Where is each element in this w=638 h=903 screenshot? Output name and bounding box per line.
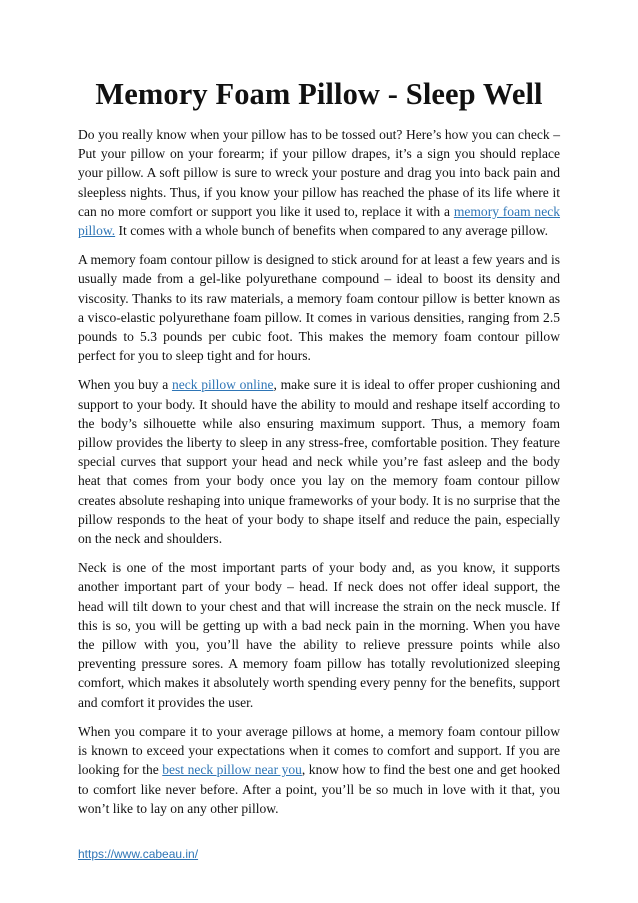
paragraph-5 [78, 722, 560, 818]
memory-foam-neck-pillow-link[interactable]: memory foam neck pillow. [78, 203, 561, 239]
document-body [78, 74, 560, 828]
paragraph-1-text-after: It comes with a whole bunch of benefits when compared to any average pillow. [115, 223, 548, 239]
footer-url-link[interactable]: https://www.cabeau.in/ [78, 847, 199, 861]
neck-pillow-online-link[interactable]: neck pillow online [171, 377, 274, 393]
paragraph-3-text-before: When you buy a [78, 377, 172, 393]
paragraph-5-text-before: When you compare it to your average pillows at home, a memory foam contour pillow is known to exceed your expectations when it comes to comfort and support. If you are looking for the [78, 723, 560, 778]
page-title: Memory Foam Pillow - Sleep Well [95, 77, 543, 111]
paragraph-5-text-after: , know how to find the best one and get hooked to comfort like never before. After a point, you’ll be so much in love with it that, you won’t like to lay on any other pillow. [78, 762, 561, 816]
paragraph-3-text-after: , make sure it is ideal to offer proper cushioning and support to your body. It should have the ability to mould and reshape itself according to the body’s silhouette while also ensuring maximum support. Thus, a memory foam pillow provides the liberty to sleep in any stress-free, comfortable position. They feature special curves that support your head and neck while you’re fast asleep and the body heat that comes from your body once you lay on the memory foam contour pillow creates absolute reshaping into unique frameworks of your body. It is no surprise that the pillow responds to the heat of your body to shape itself and reduce the pain, especially on the neck and shoulders. [78, 377, 561, 547]
paragraph-3 [78, 375, 560, 548]
paragraph-1 [78, 125, 560, 240]
paragraph-1-text-before: Do you really know when your pillow has to be tossed out? Here’s how you can check – Put your pillow on your forearm; if your pillow drapes, it’s a sign you should replace your pillow. A soft pillow is sure to wreck your posture and drag you into back pain and sleepless nights. Thus, if you know your pillow has reached the phase of its life where it can no more comfort or support you like it used to, replace it with a [78, 127, 560, 219]
paragraph-4: Neck is one of the most important parts of your body and, as you know, it supports another important part of your body – head. If neck does not offer ideal support, the head will tilt down to your chest and that will increase the strain on the neck muscle. If this is so, you will be getting up with a bad neck pain in the morning. When you have the pillow with you, you’ll have the ability to relieve pressure points while also preventing pressure sores. A memory foam pillow has totally revolutionized sleeping comfort, which makes it absolutely worth spending every penny for the benefits, support and comfort it provides the user. [78, 560, 560, 710]
best-neck-pillow-near-you-link[interactable]: best neck pillow near you [162, 762, 302, 778]
paragraph-2: A memory foam contour pillow is designed to stick around for at least a few years and is usually made from a gel-like polyurethane compound – ideal to boost its density and viscosity. Thanks to its raw materials, a memory foam contour pillow is better known as a visco-elastic polyurethane foam pillow. It comes in various densities, ranging from 2.5 pounds to 5.3 pounds per cubic foot. This makes the memory foam contour pillow perfect for you to sleep tight and for hours. [78, 252, 560, 364]
